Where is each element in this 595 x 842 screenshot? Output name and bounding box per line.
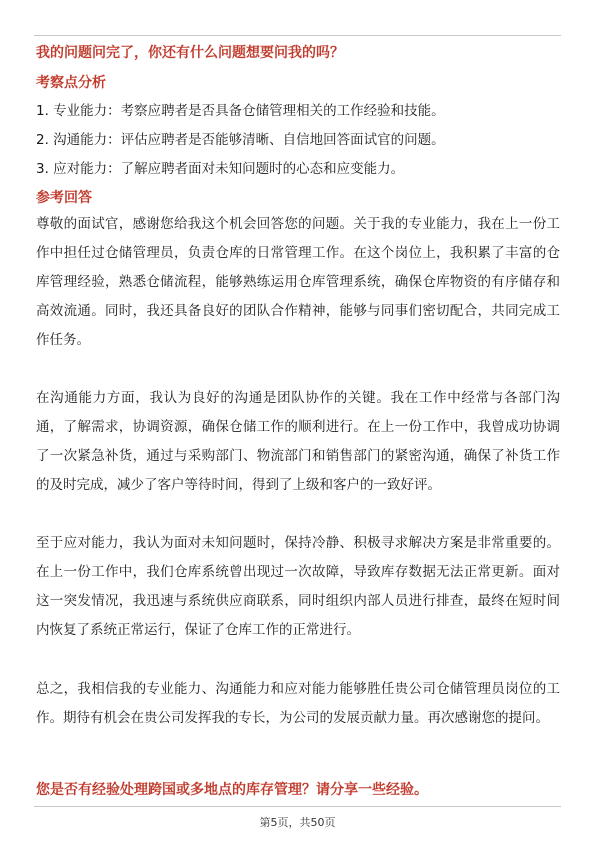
next-question-title: 您是否有经验处理跨国或多地点的库存管理？请分享一些经验。 [36, 782, 428, 798]
answer-paragraph-4: 总之，我相信我的专业能力、沟通能力和应对能力能够胜任贵公司仓储管理员岗位的工作。期待有机会在贵公司发挥我的专长，为公司的发展贡献力量。再次感谢您的提问。 [36, 681, 560, 726]
analysis-item-2: 2. 沟通能力：评估应聘者是否能够清晰、自信地回答面试官的问题。 [36, 132, 445, 148]
bottom-divider [34, 806, 561, 807]
analysis-item-3: 3. 应对能力：了解应聘者面对未知问题时的心态和应变能力。 [36, 161, 405, 177]
answer-paragraph-2: 在沟通能力方面，我认为良好的沟通是团队协作的关键。我在工作中经常与各部门沟通，了解需求，协调资源，确保仓储工作的顺利进行。在上一份工作中，我曾成功协调了一次紧急补货，通过与采购部门、物流部门和销售部门的紧密沟通，确保了补货工作的及时完成，减少了客户等待时间，得到了上级和客户的一致好评。 [36, 390, 560, 493]
analysis-item-1: 1. 专业能力：考察应聘者是否具备仓储管理相关的工作经验和技能。 [36, 103, 445, 119]
answer-paragraph-1: 尊敬的面试官，感谢您给我这个机会回答您的问题。关于我的专业能力，我在上一份工作中担任过仓储管理员，负责仓库的日常管理工作。在这个岗位上，我积累了丰富的仓库管理经验，熟悉仓储流程，能够熟练运用仓库管理系统，确保仓库物资的有序储存和高效流通。同时，我还具备良好的团队合作精神，能够与同事们密切配合，共同完成工作任务。 [36, 216, 560, 348]
top-divider [34, 35, 561, 36]
answer-heading: 参考回答 [36, 190, 92, 206]
page-number: 第5页，共50页 [259, 816, 336, 829]
analysis-heading: 考察点分析 [36, 75, 106, 91]
question-title: 我的问题问完了，你还有什么问题想要问我的吗？ [36, 45, 344, 61]
answer-paragraph-3: 至于应对能力，我认为面对未知问题时，保持冷静、积极寻求解决方案是非常重要的。在上一份工作中，我们仓库系统曾出现过一次故障，导致库存数据无法正常更新。面对这一突发情况，我迅速与系统供应商联系，同时组织内部人员进行排查，最终在短时间内恢复了系统正常运行，保证了仓库工作的正常进行。 [36, 535, 560, 638]
